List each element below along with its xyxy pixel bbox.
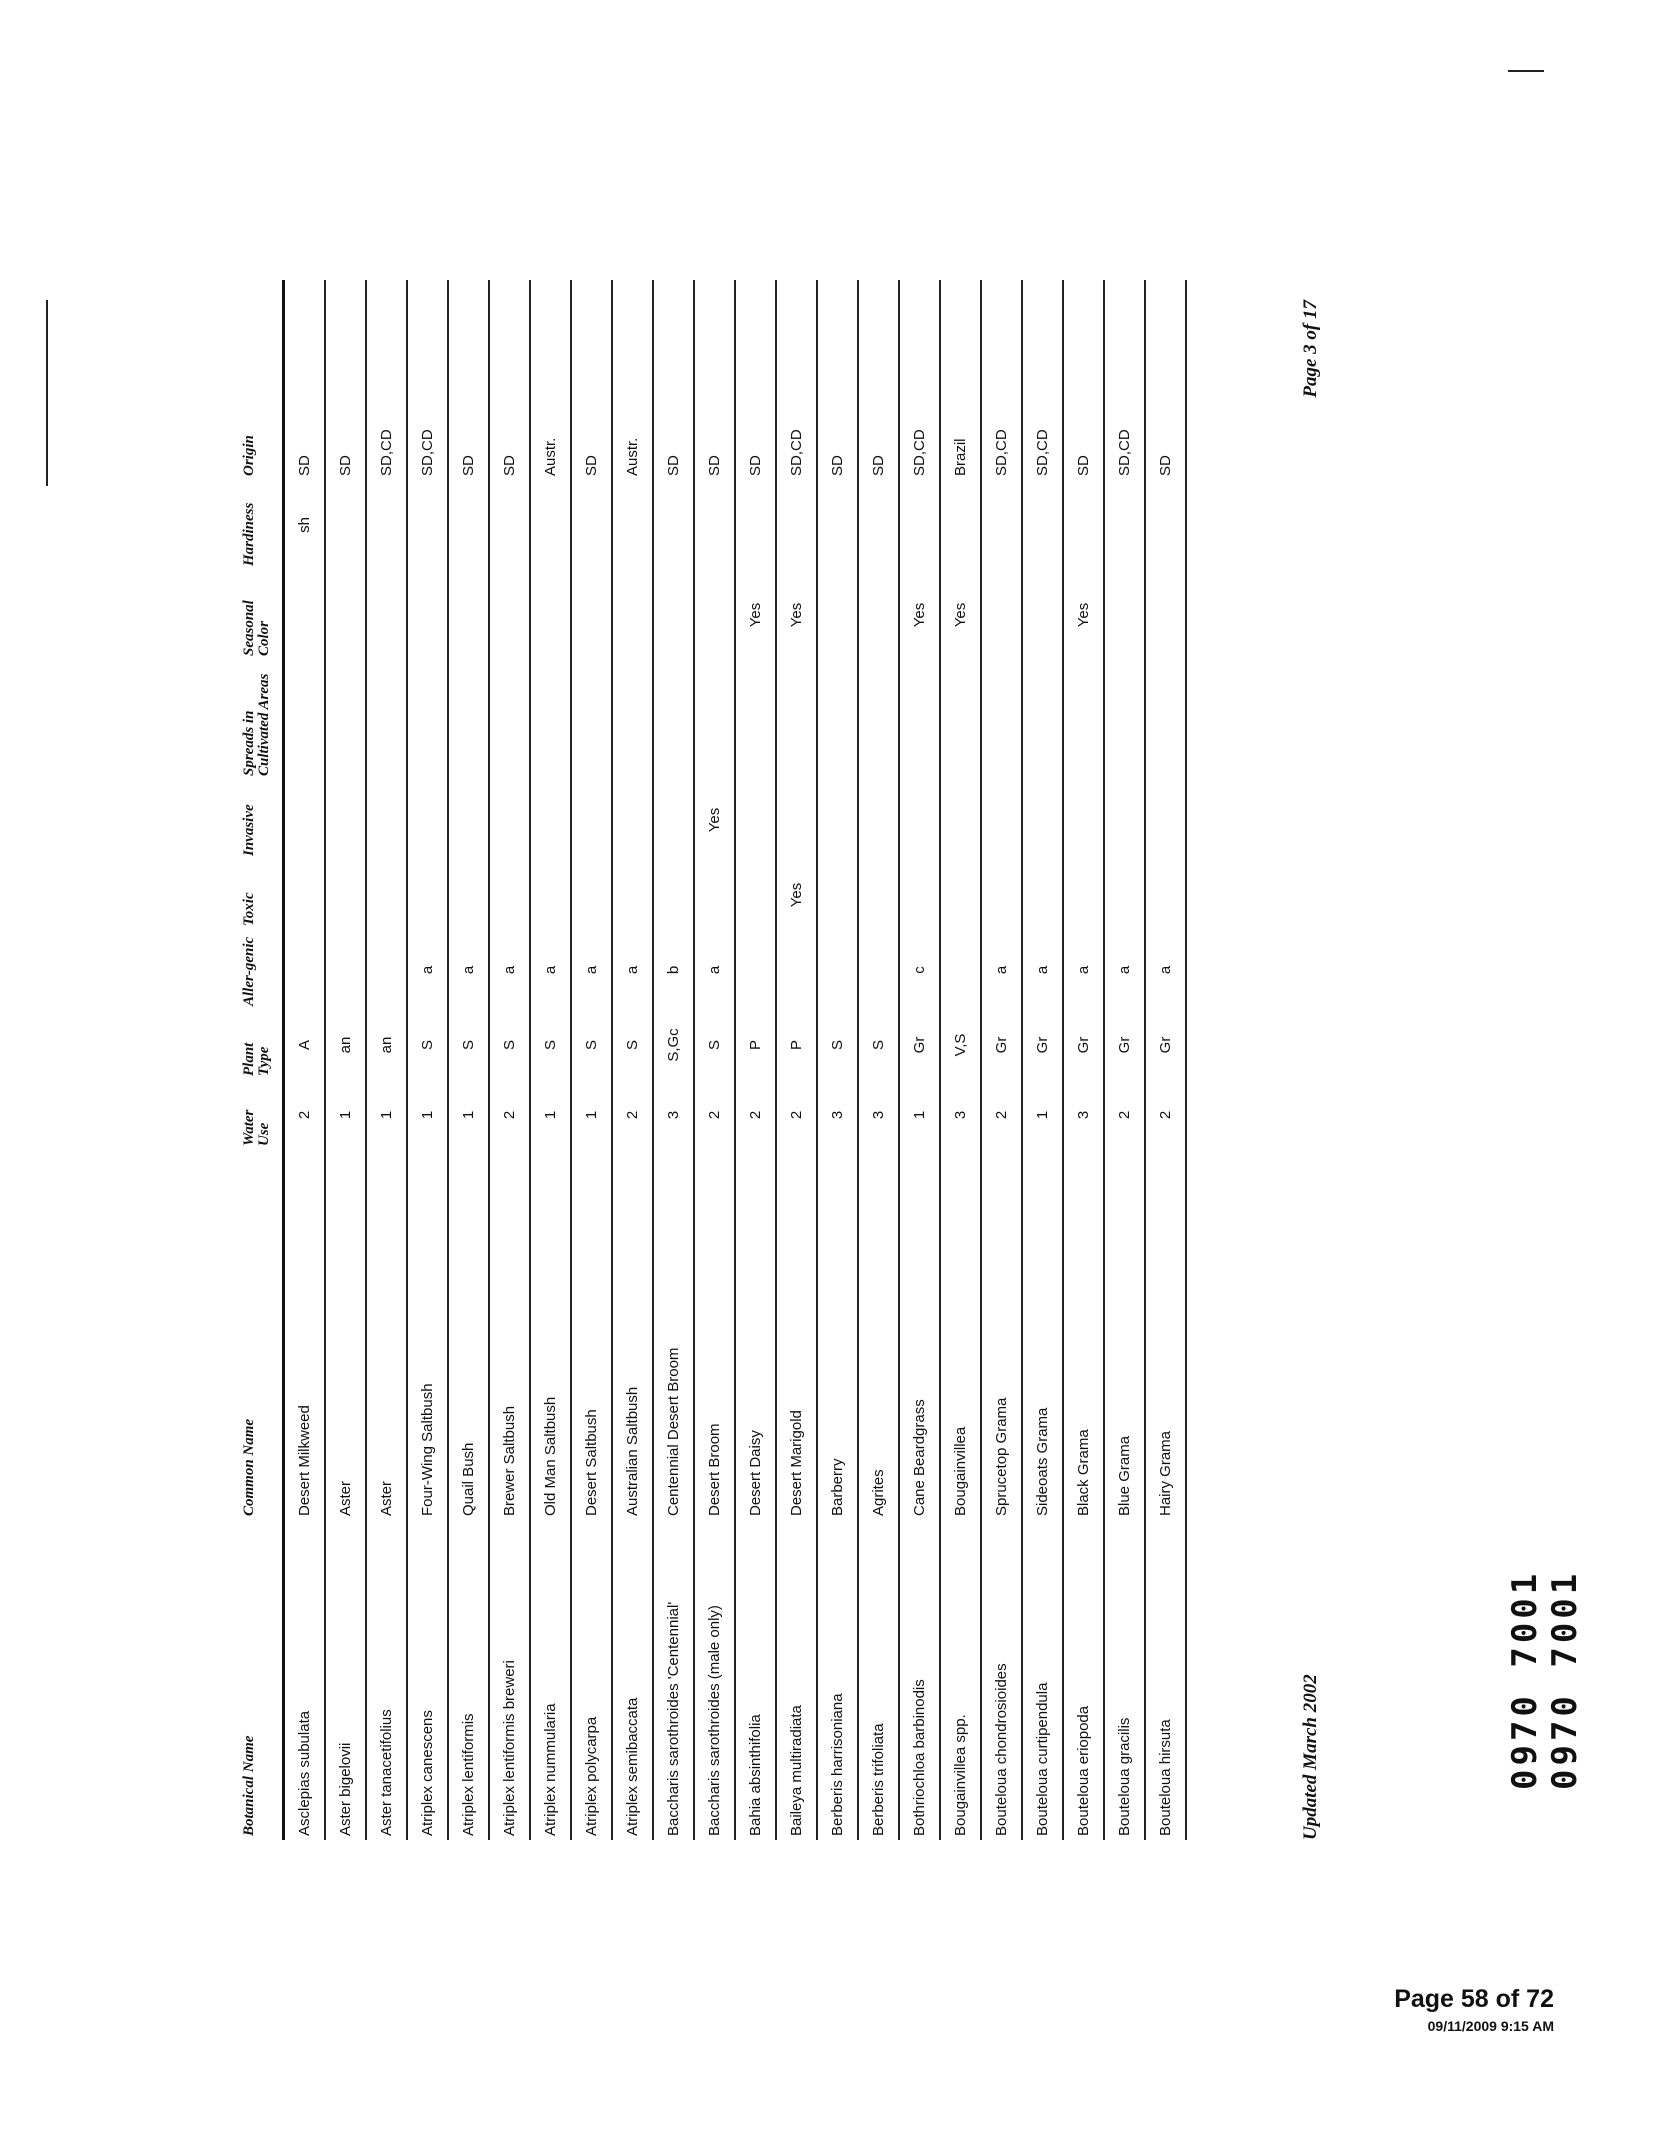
cell-spreads bbox=[694, 660, 735, 780]
cell-hardiness bbox=[530, 480, 571, 570]
cell-botanical-name: Atriplex semibaccata bbox=[612, 1520, 653, 1840]
cell-seasonal-color: Yes bbox=[940, 570, 981, 660]
cell-water-use: 3 bbox=[653, 1080, 694, 1150]
cell-botanical-name: Atriplex lentiformis bbox=[448, 1520, 489, 1840]
cell-origin: SD,CD bbox=[407, 280, 448, 480]
cell-common-name: Agrites bbox=[858, 1150, 899, 1520]
cell-botanical-name: Bouteloua gracilis bbox=[1104, 1520, 1145, 1840]
cell-spreads bbox=[981, 660, 1022, 780]
header-toxic: Toxic bbox=[240, 860, 284, 930]
rotated-document bbox=[240, 280, 1370, 1840]
cell-hardiness bbox=[858, 480, 899, 570]
cell-invasive bbox=[1145, 780, 1186, 860]
cell-invasive bbox=[1063, 780, 1104, 860]
table-row bbox=[899, 280, 940, 1840]
cell-allergenic: a bbox=[448, 930, 489, 1010]
cell-seasonal-color bbox=[1104, 570, 1145, 660]
cell-allergenic: a bbox=[612, 930, 653, 1010]
cell-hardiness bbox=[489, 480, 530, 570]
cell-hardiness bbox=[981, 480, 1022, 570]
cell-spreads bbox=[776, 660, 817, 780]
cell-botanical-name: Berberis trifoliata bbox=[858, 1520, 899, 1840]
cell-seasonal-color: Yes bbox=[776, 570, 817, 660]
cell-water-use: 1 bbox=[571, 1080, 612, 1150]
cell-seasonal-color: Yes bbox=[1063, 570, 1104, 660]
page-of-count: Page 3 of 17 bbox=[1300, 300, 1321, 398]
cell-allergenic bbox=[776, 930, 817, 1010]
cell-hardiness bbox=[694, 480, 735, 570]
cell-seasonal-color: Yes bbox=[899, 570, 940, 660]
cell-allergenic: a bbox=[981, 930, 1022, 1010]
cell-water-use: 3 bbox=[1063, 1080, 1104, 1150]
cell-hardiness bbox=[448, 480, 489, 570]
table-row bbox=[325, 280, 366, 1840]
cell-plant-type: S bbox=[694, 1010, 735, 1080]
cell-allergenic bbox=[940, 930, 981, 1010]
cell-toxic bbox=[612, 860, 653, 930]
cell-hardiness bbox=[1145, 480, 1186, 570]
cell-hardiness bbox=[899, 480, 940, 570]
cell-common-name: Centennial Desert Broom bbox=[653, 1150, 694, 1520]
cell-toxic bbox=[448, 860, 489, 930]
cell-invasive bbox=[571, 780, 612, 860]
scan-mark-left bbox=[46, 300, 48, 486]
cell-spreads bbox=[571, 660, 612, 780]
cell-plant-type: an bbox=[366, 1010, 407, 1080]
cell-toxic bbox=[817, 860, 858, 930]
cell-allergenic: a bbox=[1104, 930, 1145, 1010]
cell-botanical-name: Bouteloua eriopoda bbox=[1063, 1520, 1104, 1840]
cell-water-use: 1 bbox=[448, 1080, 489, 1150]
cell-invasive: Yes bbox=[694, 780, 735, 860]
cell-spreads bbox=[899, 660, 940, 780]
cell-water-use: 2 bbox=[1145, 1080, 1186, 1150]
cell-common-name: Desert Broom bbox=[694, 1150, 735, 1520]
cell-seasonal-color bbox=[1022, 570, 1063, 660]
header-spreads: Spreads in Cultivated Areas bbox=[240, 660, 284, 780]
cell-hardiness bbox=[1104, 480, 1145, 570]
cell-invasive bbox=[776, 780, 817, 860]
cell-seasonal-color bbox=[448, 570, 489, 660]
cell-invasive bbox=[899, 780, 940, 860]
cell-origin: SD,CD bbox=[1022, 280, 1063, 480]
cell-invasive bbox=[653, 780, 694, 860]
table-row bbox=[1104, 280, 1145, 1840]
cell-spreads bbox=[407, 660, 448, 780]
cell-spreads bbox=[1145, 660, 1186, 780]
cell-invasive bbox=[858, 780, 899, 860]
cell-toxic bbox=[1022, 860, 1063, 930]
cell-plant-type: S bbox=[489, 1010, 530, 1080]
cell-seasonal-color bbox=[571, 570, 612, 660]
cell-plant-type: Gr bbox=[1104, 1010, 1145, 1080]
page-stamp bbox=[1394, 1985, 1554, 2034]
table-row bbox=[940, 280, 981, 1840]
header-hardiness: Hardiness bbox=[240, 480, 284, 570]
table-row bbox=[653, 280, 694, 1840]
cell-botanical-name: Bothriochloa barbinodis bbox=[899, 1520, 940, 1840]
cell-hardiness bbox=[817, 480, 858, 570]
cell-botanical-name: Bouteloua hirsuta bbox=[1145, 1520, 1186, 1840]
table-row bbox=[571, 280, 612, 1840]
cell-seasonal-color bbox=[612, 570, 653, 660]
header-common-name: Common Name bbox=[240, 1150, 284, 1520]
cell-toxic bbox=[284, 860, 326, 930]
cell-plant-type: S bbox=[858, 1010, 899, 1080]
cell-allergenic: a bbox=[571, 930, 612, 1010]
table-row bbox=[981, 280, 1022, 1840]
cell-invasive bbox=[981, 780, 1022, 860]
cell-plant-type: an bbox=[325, 1010, 366, 1080]
cell-plant-type: S,Gc bbox=[653, 1010, 694, 1080]
bates-line-1: 0970 7001 bbox=[1505, 1569, 1545, 1790]
cell-allergenic bbox=[284, 930, 326, 1010]
cell-plant-type: Gr bbox=[1063, 1010, 1104, 1080]
cell-common-name: Hairy Grama bbox=[1145, 1150, 1186, 1520]
cell-invasive bbox=[325, 780, 366, 860]
cell-toxic bbox=[571, 860, 612, 930]
cell-plant-type: V,S bbox=[940, 1010, 981, 1080]
cell-seasonal-color bbox=[325, 570, 366, 660]
cell-common-name: Cane Beardgrass bbox=[899, 1150, 940, 1520]
cell-seasonal-color bbox=[366, 570, 407, 660]
cell-toxic bbox=[366, 860, 407, 930]
cell-toxic bbox=[1104, 860, 1145, 930]
cell-spreads bbox=[817, 660, 858, 780]
cell-plant-type: S bbox=[407, 1010, 448, 1080]
cell-seasonal-color bbox=[284, 570, 326, 660]
scan-mark-top bbox=[1508, 70, 1544, 72]
cell-botanical-name: Atriplex nummularia bbox=[530, 1520, 571, 1840]
cell-water-use: 1 bbox=[325, 1080, 366, 1150]
cell-water-use: 2 bbox=[735, 1080, 776, 1150]
cell-hardiness bbox=[1063, 480, 1104, 570]
cell-hardiness bbox=[612, 480, 653, 570]
cell-invasive bbox=[530, 780, 571, 860]
cell-water-use: 2 bbox=[694, 1080, 735, 1150]
cell-allergenic: a bbox=[1022, 930, 1063, 1010]
cell-common-name: Blue Grama bbox=[1104, 1150, 1145, 1520]
cell-water-use: 3 bbox=[817, 1080, 858, 1150]
cell-common-name: Desert Saltbush bbox=[571, 1150, 612, 1520]
cell-toxic bbox=[489, 860, 530, 930]
cell-allergenic: b bbox=[653, 930, 694, 1010]
cell-origin: SD bbox=[735, 280, 776, 480]
cell-hardiness bbox=[325, 480, 366, 570]
cell-water-use: 1 bbox=[530, 1080, 571, 1150]
cell-water-use: 2 bbox=[284, 1080, 326, 1150]
cell-common-name: Bougainvillea bbox=[940, 1150, 981, 1520]
cell-toxic bbox=[735, 860, 776, 930]
cell-origin: SD bbox=[653, 280, 694, 480]
cell-common-name: Aster bbox=[325, 1150, 366, 1520]
cell-plant-type: Gr bbox=[1022, 1010, 1063, 1080]
cell-origin: SD,CD bbox=[1104, 280, 1145, 480]
cell-botanical-name: Baccharis sarothroides (male only) bbox=[694, 1520, 735, 1840]
bates-number bbox=[1505, 1570, 1585, 1790]
table-row bbox=[612, 280, 653, 1840]
cell-water-use: 2 bbox=[489, 1080, 530, 1150]
header-botanical-name: Botanical Name bbox=[240, 1520, 284, 1840]
cell-spreads bbox=[612, 660, 653, 780]
cell-toxic bbox=[407, 860, 448, 930]
cell-invasive bbox=[489, 780, 530, 860]
cell-seasonal-color bbox=[817, 570, 858, 660]
header-plant-type: Plant Type bbox=[240, 1010, 284, 1080]
cell-botanical-name: Baileya multiradiata bbox=[776, 1520, 817, 1840]
cell-common-name: Sideoats Grama bbox=[1022, 1150, 1063, 1520]
cell-botanical-name: Aster tanacetifolius bbox=[366, 1520, 407, 1840]
cell-botanical-name: Bouteloua curtipendula bbox=[1022, 1520, 1063, 1840]
table-row bbox=[489, 280, 530, 1840]
cell-allergenic bbox=[735, 930, 776, 1010]
table-row bbox=[1022, 280, 1063, 1840]
cell-common-name: Barberry bbox=[817, 1150, 858, 1520]
table-row bbox=[735, 280, 776, 1840]
cell-origin: SD bbox=[489, 280, 530, 480]
table-header bbox=[240, 280, 284, 1840]
table-row bbox=[366, 280, 407, 1840]
cell-allergenic: c bbox=[899, 930, 940, 1010]
cell-toxic bbox=[530, 860, 571, 930]
cell-origin: Brazil bbox=[940, 280, 981, 480]
cell-invasive bbox=[284, 780, 326, 860]
cell-hardiness bbox=[776, 480, 817, 570]
cell-seasonal-color bbox=[694, 570, 735, 660]
cell-origin: SD bbox=[1063, 280, 1104, 480]
cell-seasonal-color bbox=[530, 570, 571, 660]
table-row bbox=[858, 280, 899, 1840]
table-body bbox=[284, 280, 1187, 1840]
cell-hardiness bbox=[653, 480, 694, 570]
cell-origin: SD,CD bbox=[366, 280, 407, 480]
cell-origin: SD bbox=[817, 280, 858, 480]
cell-seasonal-color bbox=[407, 570, 448, 660]
updated-date: Updated March 2002 bbox=[1300, 1674, 1321, 1840]
cell-invasive bbox=[366, 780, 407, 860]
cell-plant-type: Gr bbox=[981, 1010, 1022, 1080]
cell-allergenic: a bbox=[530, 930, 571, 1010]
cell-spreads bbox=[448, 660, 489, 780]
cell-botanical-name: Atriplex polycarpa bbox=[571, 1520, 612, 1840]
cell-allergenic: a bbox=[407, 930, 448, 1010]
cell-toxic bbox=[981, 860, 1022, 930]
table-row bbox=[694, 280, 735, 1840]
cell-allergenic: a bbox=[489, 930, 530, 1010]
cell-hardiness bbox=[940, 480, 981, 570]
cell-spreads bbox=[530, 660, 571, 780]
cell-allergenic bbox=[817, 930, 858, 1010]
plant-table bbox=[240, 280, 1187, 1840]
cell-spreads bbox=[1022, 660, 1063, 780]
cell-toxic bbox=[1145, 860, 1186, 930]
cell-origin: SD bbox=[694, 280, 735, 480]
cell-plant-type: P bbox=[735, 1010, 776, 1080]
cell-toxic bbox=[1063, 860, 1104, 930]
cell-origin: SD bbox=[284, 280, 326, 480]
cell-spreads bbox=[858, 660, 899, 780]
cell-spreads bbox=[284, 660, 326, 780]
cell-common-name: Australian Saltbush bbox=[612, 1150, 653, 1520]
cell-invasive bbox=[817, 780, 858, 860]
cell-allergenic: a bbox=[694, 930, 735, 1010]
cell-hardiness bbox=[407, 480, 448, 570]
cell-allergenic bbox=[366, 930, 407, 1010]
cell-spreads bbox=[653, 660, 694, 780]
header-invasive: Invasive bbox=[240, 780, 284, 860]
header-water-use: Water Use bbox=[240, 1080, 284, 1150]
cell-invasive bbox=[1104, 780, 1145, 860]
cell-botanical-name: Atriplex canescens bbox=[407, 1520, 448, 1840]
cell-water-use: 3 bbox=[940, 1080, 981, 1150]
header-seasonal-color: Seasonal Color bbox=[240, 570, 284, 660]
cell-plant-type: S bbox=[817, 1010, 858, 1080]
cell-hardiness bbox=[735, 480, 776, 570]
header-origin: Origin bbox=[240, 280, 284, 480]
cell-toxic bbox=[694, 860, 735, 930]
cell-origin: SD bbox=[571, 280, 612, 480]
table-row bbox=[776, 280, 817, 1840]
cell-allergenic bbox=[325, 930, 366, 1010]
cell-origin: Austr. bbox=[530, 280, 571, 480]
cell-plant-type: S bbox=[448, 1010, 489, 1080]
cell-plant-type: Gr bbox=[1145, 1010, 1186, 1080]
cell-allergenic: a bbox=[1145, 930, 1186, 1010]
cell-seasonal-color bbox=[858, 570, 899, 660]
cell-invasive bbox=[940, 780, 981, 860]
cell-plant-type: S bbox=[571, 1010, 612, 1080]
table-row bbox=[1063, 280, 1104, 1840]
cell-common-name: Brewer Saltbush bbox=[489, 1150, 530, 1520]
cell-water-use: 1 bbox=[366, 1080, 407, 1150]
cell-allergenic bbox=[858, 930, 899, 1010]
cell-origin: SD bbox=[325, 280, 366, 480]
cell-water-use: 2 bbox=[776, 1080, 817, 1150]
cell-seasonal-color bbox=[489, 570, 530, 660]
cell-water-use: 3 bbox=[858, 1080, 899, 1150]
cell-botanical-name: Baccharis sarothroides 'Centennial' bbox=[653, 1520, 694, 1840]
cell-hardiness bbox=[571, 480, 612, 570]
cell-seasonal-color bbox=[653, 570, 694, 660]
cell-hardiness bbox=[366, 480, 407, 570]
cell-plant-type: P bbox=[776, 1010, 817, 1080]
cell-water-use: 1 bbox=[899, 1080, 940, 1150]
cell-common-name: Desert Daisy bbox=[735, 1150, 776, 1520]
cell-invasive bbox=[1022, 780, 1063, 860]
cell-water-use: 2 bbox=[1104, 1080, 1145, 1150]
cell-common-name: Four-Wing Saltbush bbox=[407, 1150, 448, 1520]
cell-spreads bbox=[1063, 660, 1104, 780]
cell-origin: SD,CD bbox=[776, 280, 817, 480]
cell-origin: Austr. bbox=[612, 280, 653, 480]
print-datetime: 09/11/2009 9:15 AM bbox=[1427, 2018, 1554, 2034]
cell-invasive bbox=[735, 780, 776, 860]
cell-water-use: 2 bbox=[612, 1080, 653, 1150]
header-allergenic: Aller-genic bbox=[240, 930, 284, 1010]
cell-origin: SD,CD bbox=[899, 280, 940, 480]
table-row bbox=[407, 280, 448, 1840]
cell-seasonal-color bbox=[1145, 570, 1186, 660]
cell-plant-type: S bbox=[612, 1010, 653, 1080]
cell-seasonal-color bbox=[981, 570, 1022, 660]
cell-seasonal-color: Yes bbox=[735, 570, 776, 660]
cell-botanical-name: Asclepias subulata bbox=[284, 1520, 326, 1840]
cell-botanical-name: Aster bigelovii bbox=[325, 1520, 366, 1840]
cell-spreads bbox=[1104, 660, 1145, 780]
cell-botanical-name: Atriplex lentiformis breweri bbox=[489, 1520, 530, 1840]
cell-hardiness: sh bbox=[284, 480, 326, 570]
cell-toxic bbox=[940, 860, 981, 930]
cell-origin: SD bbox=[448, 280, 489, 480]
cell-invasive bbox=[612, 780, 653, 860]
cell-plant-type: A bbox=[284, 1010, 326, 1080]
cell-spreads bbox=[940, 660, 981, 780]
cell-toxic bbox=[653, 860, 694, 930]
cell-spreads bbox=[735, 660, 776, 780]
table-row bbox=[284, 280, 326, 1840]
cell-botanical-name: Berberis harrisoniana bbox=[817, 1520, 858, 1840]
table-row bbox=[817, 280, 858, 1840]
cell-common-name: Quail Bush bbox=[448, 1150, 489, 1520]
cell-water-use: 1 bbox=[1022, 1080, 1063, 1150]
cell-water-use: 2 bbox=[981, 1080, 1022, 1150]
cell-plant-type: Gr bbox=[899, 1010, 940, 1080]
cell-toxic bbox=[899, 860, 940, 930]
cell-origin: SD,CD bbox=[981, 280, 1022, 480]
cell-common-name: Old Man Saltbush bbox=[530, 1150, 571, 1520]
cell-toxic bbox=[325, 860, 366, 930]
cell-toxic bbox=[858, 860, 899, 930]
cell-common-name: Aster bbox=[366, 1150, 407, 1520]
cell-origin: SD bbox=[858, 280, 899, 480]
page-number: Page 58 of 72 bbox=[1394, 1985, 1554, 2013]
cell-spreads bbox=[325, 660, 366, 780]
cell-common-name: Desert Marigold bbox=[776, 1150, 817, 1520]
cell-botanical-name: Bougainvillea spp. bbox=[940, 1520, 981, 1840]
cell-water-use: 1 bbox=[407, 1080, 448, 1150]
cell-toxic: Yes bbox=[776, 860, 817, 930]
table-row bbox=[448, 280, 489, 1840]
cell-botanical-name: Bouteloua chondrosioides bbox=[981, 1520, 1022, 1840]
cell-hardiness bbox=[1022, 480, 1063, 570]
cell-plant-type: S bbox=[530, 1010, 571, 1080]
cell-spreads bbox=[489, 660, 530, 780]
cell-allergenic: a bbox=[1063, 930, 1104, 1010]
cell-botanical-name: Bahia absinthifolia bbox=[735, 1520, 776, 1840]
cell-common-name: Black Grama bbox=[1063, 1150, 1104, 1520]
cell-origin: SD bbox=[1145, 280, 1186, 480]
bates-line-2: 0970 7001 bbox=[1545, 1569, 1585, 1790]
cell-spreads bbox=[366, 660, 407, 780]
cell-common-name: Desert Milkweed bbox=[284, 1150, 326, 1520]
cell-invasive bbox=[407, 780, 448, 860]
cell-common-name: Sprucetop Grama bbox=[981, 1150, 1022, 1520]
table-row bbox=[530, 280, 571, 1840]
table-row bbox=[1145, 280, 1186, 1840]
cell-invasive bbox=[448, 780, 489, 860]
